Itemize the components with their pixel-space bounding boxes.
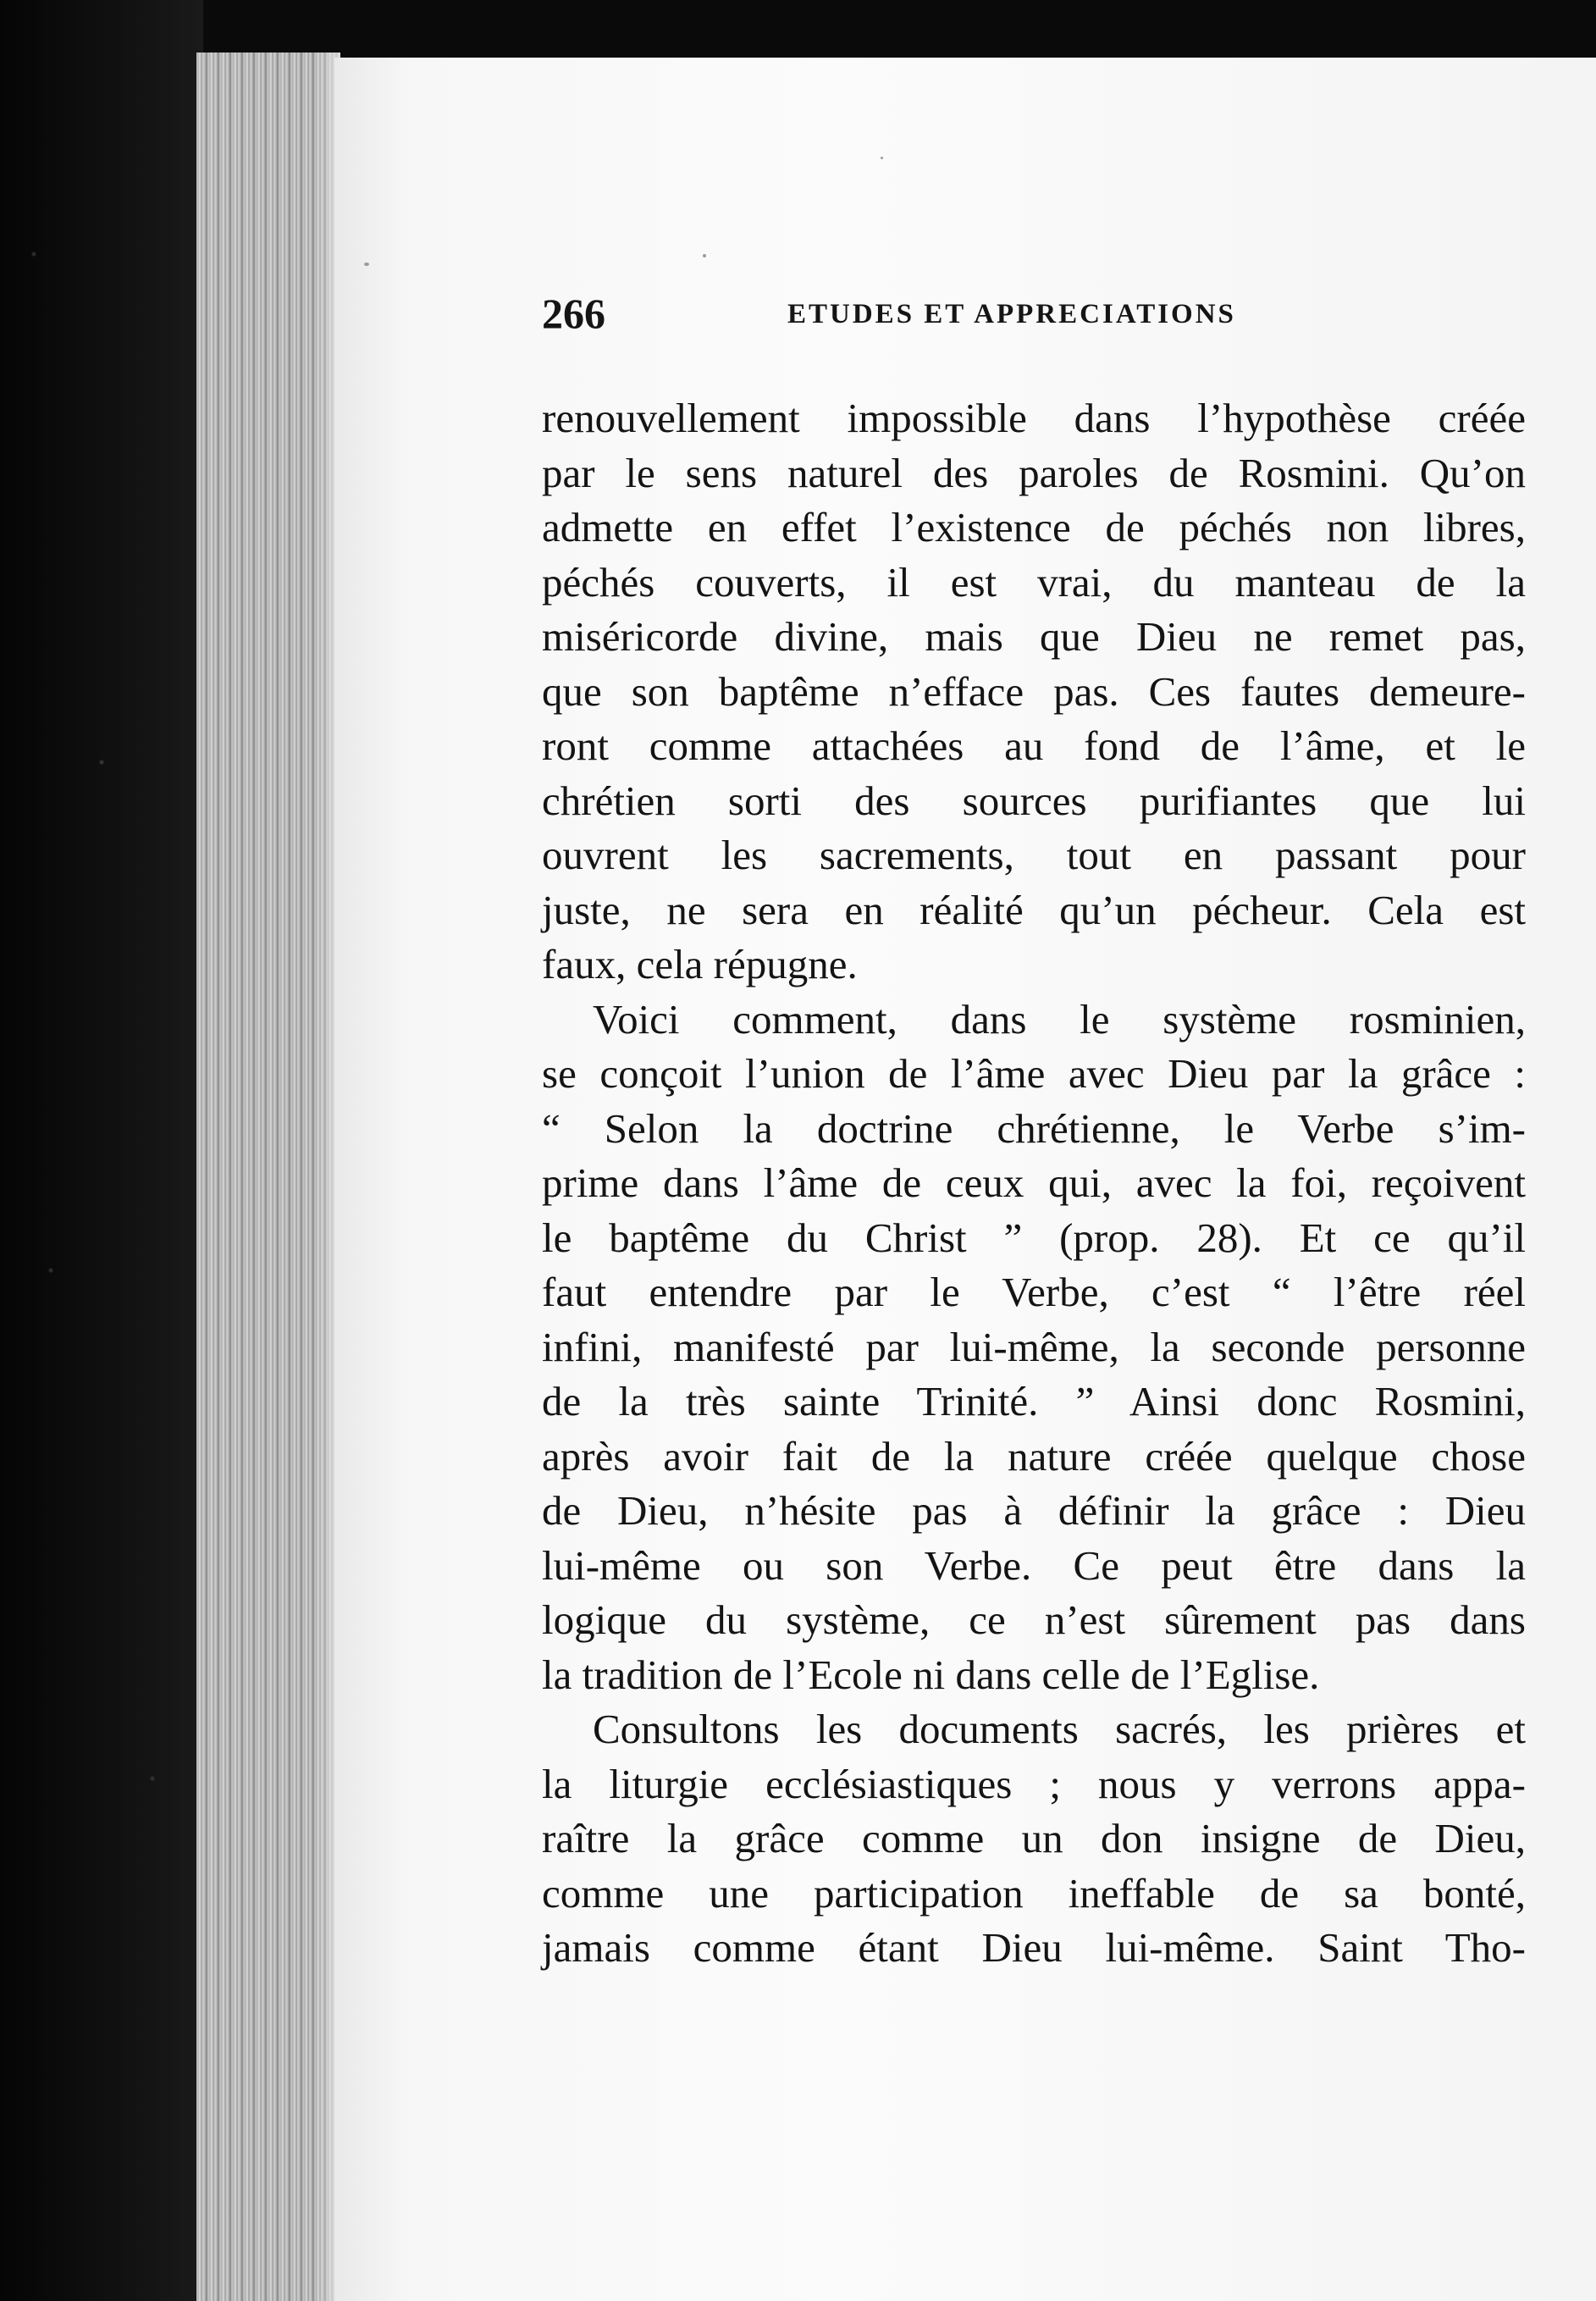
text-line: après avoir fait de la nature créée quelque chose (542, 1432, 1526, 1480)
text-line: jamais comme étant Dieu lui-même. Saint Tho- (542, 1924, 1526, 1971)
text-line: se conçoit l’union de l’âme avec Dieu par la grâce : (542, 1050, 1526, 1097)
text-line: par le sens naturel des paroles de Rosmini. Qu’on (542, 449, 1526, 496)
text-line: raître la grâce comme un don insigne de Dieu, (542, 1815, 1526, 1861)
text-line: Consultons les documents sacrés, les prières et (593, 1706, 1526, 1752)
text-line: le baptême du Christ ” (prop. 28). Et ce qu’il (542, 1214, 1526, 1261)
text-line: que son baptême n’efface pas. Ces fautes demeure- (542, 667, 1526, 715)
text-line: infini, manifesté par lui-même, la seconde personne (542, 1323, 1526, 1370)
scan-dust (364, 263, 369, 266)
text-line: prime dans l’âme de ceux qui, avec la foi, reçoivent (542, 1159, 1526, 1206)
text-line: ront comme attachées au fond de l’âme, et le (542, 722, 1526, 769)
text-line: péchés couverts, il est vrai, du manteau de la (542, 558, 1526, 606)
text-line: comme une participation ineffable de sa bonté, (542, 1869, 1526, 1917)
text-line: juste, ne sera en réalité qu’un pécheur. Cela est (542, 886, 1526, 933)
scan-dust (703, 254, 706, 257)
text-line: chrétien sorti des sources purifiantes que lui (542, 777, 1526, 824)
text-line: “ Selon la doctrine chrétienne, le Verbe s’im- (542, 1104, 1526, 1152)
text-line: renouvellement impossible dans l’hypothèse créée (542, 395, 1526, 441)
body-text (542, 391, 1526, 1976)
text-line: ouvrent les sacrements, tout en passant pour (542, 832, 1526, 878)
text-line: la tradition de l’Ecole ni dans celle de l’Eglise. (542, 1651, 1320, 1698)
scanner-background (0, 0, 203, 2301)
running-head (542, 288, 1592, 339)
text-line: Voici comment, dans le système rosminien, (593, 995, 1526, 1043)
book-page-edges (196, 53, 340, 2301)
text-line: de la très sainte Trinité. ” Ainsi donc Rosmini, (542, 1378, 1526, 1424)
page-number: 266 (542, 290, 605, 337)
text-line: la liturgie ecclésiastiques ; nous y verrons appa- (542, 1760, 1526, 1807)
text-line: de Dieu, n’hésite pas à définir la grâce : Dieu (542, 1487, 1526, 1534)
text-line: faut entendre par le Verbe, c’est “ l’être réel (542, 1269, 1526, 1315)
text-line: admette en effet l’existence de péchés non libres, (542, 504, 1526, 550)
text-line: lui-même ou son Verbe. Ce peut être dans la (542, 1541, 1526, 1589)
running-title: ETUDES ET APPRECIATIONS (787, 299, 1236, 329)
text-line: miséricorde divine, mais que Dieu ne remet pas, (542, 613, 1526, 660)
text-line: logique du système, ce n’est sûrement pas dans (542, 1596, 1526, 1643)
scan-dust (881, 157, 883, 159)
text-line: faux, cela répugne. (542, 941, 858, 987)
